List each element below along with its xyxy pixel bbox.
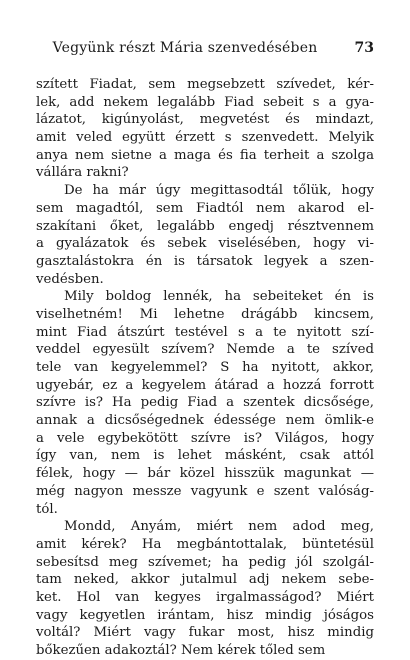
text-line: voltál? Miért vagy fukar most, hisz mindig (36, 625, 374, 641)
text-line: amit veled együtt érzett s szenvedett. Melyik (36, 130, 374, 146)
text-line: annak a dicsőségednek édessége nem ömlik-e (36, 413, 374, 429)
page-number: 73 (354, 40, 374, 56)
text-line: szívre is? Ha pedig Fiad a szentek dicsősége, (36, 395, 374, 411)
text-line: lek, add nekem legalább Fiad sebeit s a gya- (36, 94, 374, 110)
text-line: tam neked, akkor jutalmul adj nekem sebe- (36, 572, 374, 588)
text-line: tól. (36, 501, 58, 517)
text-line: félek, hogy — bár közel hisszük magunkat — (36, 466, 374, 482)
text-line: vagy kegyetlen irántam, hisz mindig jóságos (36, 607, 374, 623)
text-line: mint Fiad átszúrt testével s a te nyitott szí- (36, 324, 374, 340)
text-line: De ha már úgy megittasodtál tőlük, hogy (64, 183, 374, 199)
text-line: anya nem sietne a maga és fia terheit a szolga (36, 147, 374, 163)
text-line: ket. Hol van kegyes irgalmasságod? Miért (36, 589, 374, 605)
body-text (36, 76, 374, 660)
text-line: vállára rakni? (36, 165, 129, 181)
running-title: Vegyünk részt Mária szenvedésében (52, 40, 318, 56)
text-line: így van, nem is lehet másként, csak attól (36, 448, 374, 464)
text-line: viselhetném! Mi lehetne drágább kincsem, (36, 306, 374, 322)
text-line: gasztalástokra én is társatok legyek a szen- (36, 253, 374, 269)
text-line: sebesítsd meg szívemet; ha pedig jól szolgál- (36, 554, 374, 570)
text-line: még nagyon messze vagyunk e szent valóság- (36, 483, 374, 499)
text-line: sem magadtól, sem Fiadtól nem akarod el- (36, 200, 374, 216)
text-line: vedésben. (36, 271, 104, 287)
paragraph (36, 182, 374, 288)
text-line: veddel egyesült szívem? Nemde a te szíved (36, 342, 374, 358)
text-line: lázatot, kigúnyolást, megvetést és mindazt, (36, 112, 374, 128)
text-line: amit kérek? Ha megbántottalak, büntetésül (36, 536, 374, 552)
text-line: bőkezűen adakoztál? Nem kérek tőled sem (36, 643, 326, 658)
paragraph (36, 76, 374, 182)
text-line: szakítani őket, legalább engedj résztvennem (36, 218, 374, 234)
text-line: Mondd, Anyám, miért nem adod meg, (64, 519, 374, 535)
text-line: szített Fiadat, sem megsebzett szívedet, kér- (36, 77, 374, 92)
text-line: a vele egybekötött szívre is? Világos, hogy (36, 430, 374, 446)
text-line: a gyalázatok és sebek viselésében, hogy vi- (36, 236, 374, 252)
paragraph (36, 288, 374, 518)
running-head (36, 40, 374, 60)
text-line: ugyebár, ez a kegyelem átárad a hozzá forrott (36, 377, 374, 393)
paragraph (36, 518, 374, 660)
text-line: Mily boldog lennék, ha sebeiteket én is (64, 289, 374, 305)
text-line: tele van kegyelemmel? S ha nyitott, akkor, (36, 360, 374, 375)
